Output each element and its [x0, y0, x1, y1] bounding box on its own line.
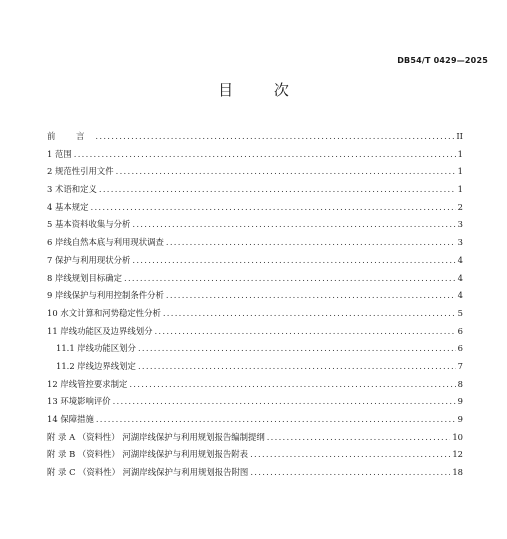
toc-leader: [138, 340, 456, 358]
toc-label: 8 岸线规划目标确定: [47, 272, 122, 283]
standard-code: DB54/T 0429—2025: [397, 56, 488, 65]
toc-leader: [95, 128, 454, 146]
toc-label: 11 岸线功能区及边界线划分: [47, 325, 153, 336]
toc-leader: [129, 376, 455, 394]
toc-leader: [154, 323, 455, 341]
toc-label: 附 录 C （资料性） 河湖岸线保护与利用规划报告附图: [47, 467, 249, 478]
toc-label: 12 岸线管控要求制定: [47, 378, 128, 389]
toc-label: 7 保护与利用现状分析: [47, 254, 131, 265]
table-of-contents: [47, 128, 463, 482]
toc-leader: [132, 216, 455, 234]
toc-page-number: II: [456, 131, 463, 141]
toc-page-number: 7: [457, 360, 463, 371]
toc-page-number: 9: [457, 414, 463, 424]
toc-entry-11[interactable]: [47, 323, 463, 341]
toc-leader: [250, 446, 450, 464]
toc-page-number: 4: [457, 254, 463, 265]
toc-entry-4[interactable]: [47, 199, 463, 217]
toc-label: 3 术语和定义: [47, 184, 97, 195]
toc-leader: [267, 429, 451, 447]
toc-page-number: 9: [457, 396, 463, 407]
toc-label: 10 水文计算和河势稳定性分析: [47, 307, 161, 318]
toc-page-number: 6: [457, 325, 463, 336]
toc-entry-8[interactable]: [47, 270, 463, 288]
toc-leader: [132, 252, 455, 270]
toc-entry-9[interactable]: [47, 287, 463, 305]
toc-entry-appendix-a[interactable]: [47, 429, 463, 447]
toc-leader: [138, 358, 456, 376]
toc-entry-2[interactable]: [47, 163, 463, 181]
toc-page-number: 10: [452, 431, 463, 442]
toc-page-number: 18: [452, 467, 463, 478]
toc-leader: [250, 464, 450, 482]
toc-entry-10[interactable]: [47, 305, 463, 323]
toc-label: 6 岸线自然本底与利用现状调查: [47, 237, 164, 248]
toc-page-number: 8: [457, 378, 463, 389]
toc-leader: [124, 270, 456, 288]
toc-page-number: 5: [457, 307, 463, 318]
toc-page-number: 12: [452, 449, 463, 460]
toc-label: 4 基本规定: [47, 201, 89, 212]
toc-entry-11-1[interactable]: [47, 340, 463, 358]
toc-label: 附 录 B （资料性） 河湖岸线保护与利用规划报告附表: [47, 449, 249, 460]
toc-entry-appendix-b[interactable]: [47, 446, 463, 464]
toc-page-number: 4: [457, 272, 463, 283]
toc-page-number: 3: [457, 219, 463, 230]
toc-leader: [116, 163, 456, 181]
toc-label: 2 规范性引用文件: [47, 166, 114, 177]
toc-entry-3[interactable]: [47, 181, 463, 199]
toc-entry-12[interactable]: [47, 376, 463, 394]
toc-leader: [163, 305, 456, 323]
toc-leader: [166, 287, 456, 305]
toc-label: 前 言: [47, 131, 94, 141]
toc-label: 1 范围: [47, 148, 72, 159]
toc-label: 14 保障措施: [47, 414, 94, 424]
toc-entry-11-2[interactable]: [47, 358, 463, 376]
toc-entry-13[interactable]: [47, 393, 463, 411]
toc-leader: [96, 411, 456, 429]
toc-page-number: 1: [457, 148, 463, 159]
toc-leader: [74, 146, 456, 164]
toc-label: 9 岸线保护与利用控制条件分析: [47, 290, 164, 301]
toc-label: 11.1 岸线功能区划分: [56, 343, 136, 354]
toc-page-number: 3: [457, 237, 463, 248]
toc-page-number: 2: [457, 201, 463, 212]
toc-entry-6[interactable]: [47, 234, 463, 252]
page-title: 目 次: [218, 81, 307, 99]
toc-label: 附 录 A （资料性） 河湖岸线保护与利用规划报告编制提纲: [47, 431, 265, 442]
toc-entry-preface[interactable]: [47, 128, 463, 146]
toc-entry-7[interactable]: [47, 252, 463, 270]
toc-entry-appendix-c[interactable]: [47, 464, 463, 482]
toc-leader: [91, 199, 456, 217]
toc-entry-14[interactable]: [47, 411, 463, 429]
toc-leader: [166, 234, 456, 252]
toc-page-number: 6: [457, 343, 463, 354]
toc-leader: [113, 393, 456, 411]
toc-leader: [99, 181, 456, 199]
toc-label: 5 基本资料收集与分析: [47, 219, 131, 230]
toc-label: 11.2 岸线边界线划定: [56, 360, 136, 371]
toc-page-number: 1: [457, 166, 463, 177]
toc-page-number: 1: [457, 184, 463, 195]
toc-page-number: 4: [457, 290, 463, 301]
toc-label: 13 环境影响评价: [47, 396, 111, 407]
toc-entry-5[interactable]: [47, 216, 463, 234]
toc-entry-1[interactable]: [47, 146, 463, 164]
